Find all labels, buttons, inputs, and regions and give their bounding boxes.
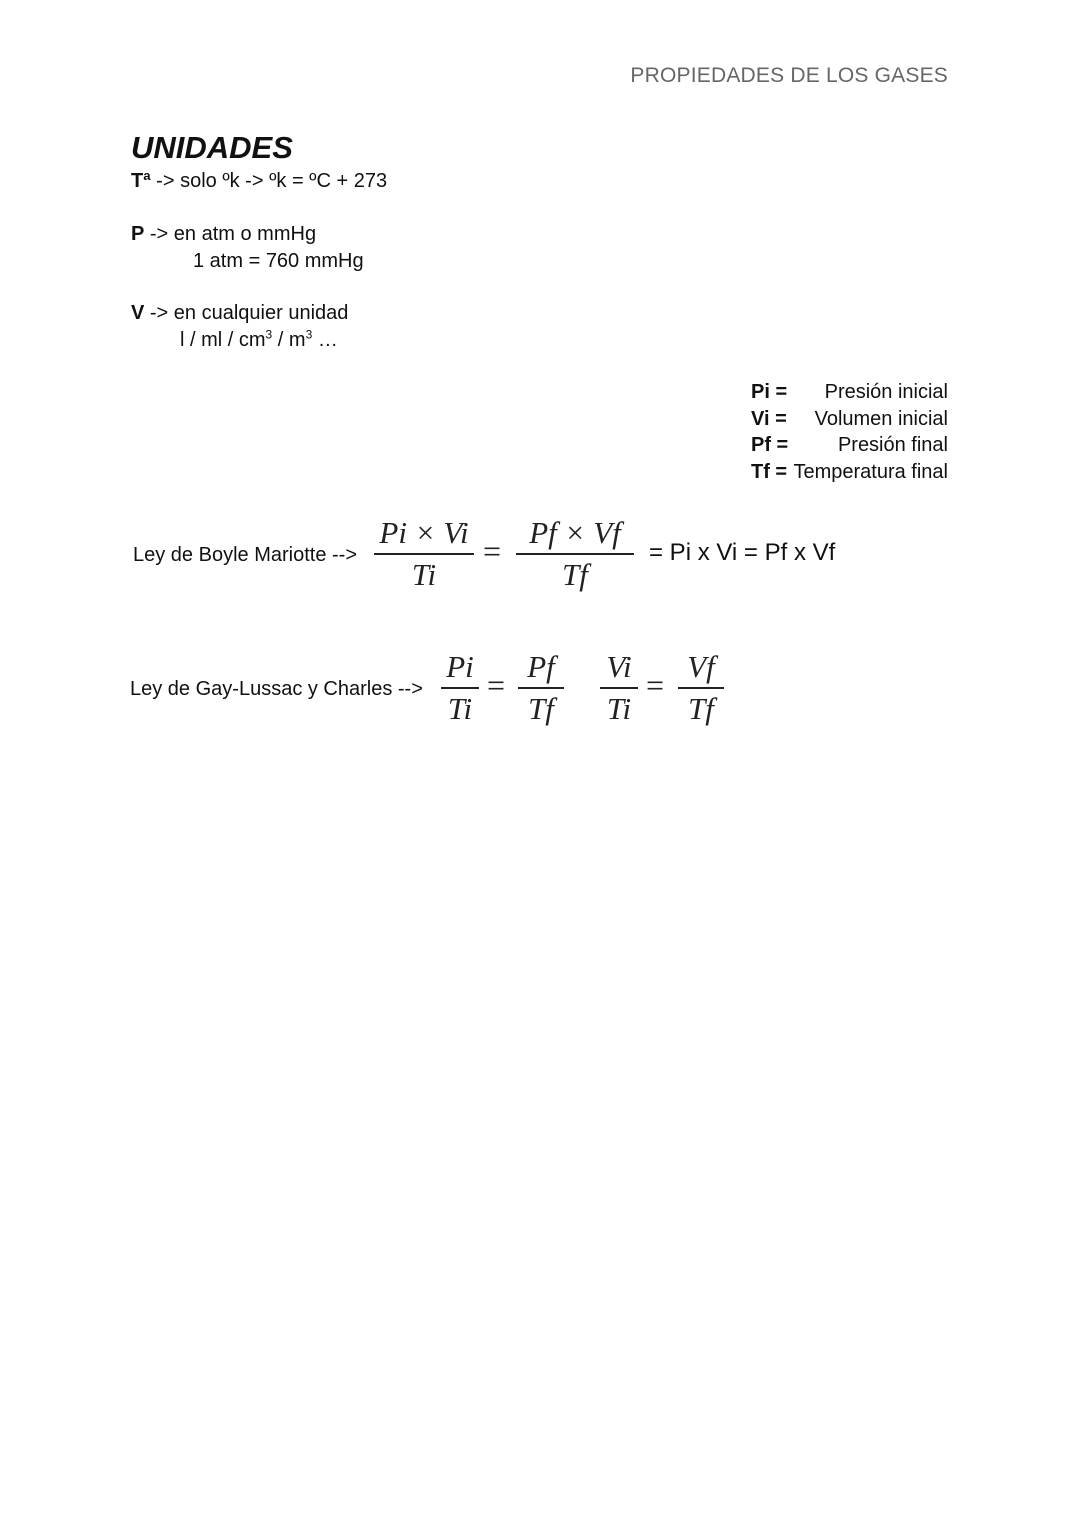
fraction-denominator: Ti [411, 557, 437, 592]
legend-key: Pf = [751, 434, 789, 456]
fraction-numerator: Vi [606, 649, 632, 684]
fraction-bar [441, 687, 479, 689]
fraction-denominator: Tf [688, 691, 714, 726]
fraction-numerator: Vf [687, 649, 715, 684]
fraction-denominator: Tf [528, 691, 554, 726]
volume-unit-b: / m [272, 329, 306, 351]
fraction-bar [518, 687, 564, 689]
boyle-law-label: Ley de Boyle Mariotte --> [133, 544, 357, 566]
legend-key: Tf = [751, 460, 788, 483]
pressure-text: -> en atm o mmHg [144, 223, 317, 245]
legend-value: Volumen inicial [814, 407, 948, 430]
pressure-conversion: 1 atm = 760 mmHg [193, 250, 364, 272]
gay-lussac-fraction-pf-tf [518, 648, 564, 728]
boyle-left-fraction [374, 514, 474, 594]
charles-fraction-vi-ti [600, 648, 638, 728]
units-volume-line [131, 302, 348, 325]
charles-fraction-vf-tf [678, 648, 724, 728]
legend-key: Vi = [751, 407, 787, 430]
legend-row [751, 432, 948, 459]
volume-symbol: V [131, 302, 145, 324]
pressure-symbol: P [131, 223, 145, 245]
fraction-denominator: Ti [606, 691, 632, 726]
fraction-numerator: Pf × Vf [529, 515, 621, 550]
fraction-bar [516, 553, 634, 555]
volume-sup-b: 3 [305, 327, 313, 342]
legend-value: Temperatura final [793, 460, 948, 483]
boyle-right-fraction [516, 514, 634, 594]
equals-sign: = [483, 533, 502, 569]
fraction-numerator: Pi × Vi [379, 515, 469, 550]
temperature-text: -> solo ºk -> ºk = ºC + 273 [150, 170, 388, 192]
variable-legend [751, 379, 948, 485]
boyle-simplified-equation: = Pi x Vi = Pf x Vf [649, 539, 836, 566]
page-header: PROPIEDADES DE LOS GASES [630, 64, 948, 87]
equals-sign: = [487, 667, 506, 703]
fraction-denominator: Ti [447, 691, 473, 726]
fraction-bar [600, 687, 638, 689]
units-pressure-line [131, 223, 316, 246]
legend-row [751, 459, 948, 486]
legend-row [751, 406, 948, 433]
temperature-symbol: Tª [131, 170, 151, 192]
legend-row [751, 379, 948, 406]
fraction-denominator: Tf [562, 557, 588, 592]
fraction-numerator: Pf [527, 649, 555, 684]
volume-units [180, 329, 338, 352]
units-temperature-line [131, 170, 387, 193]
section-heading-units: UNIDADES [131, 130, 293, 165]
gay-lussac-fraction-pi-ti [441, 648, 479, 728]
legend-value: Presión inicial [824, 381, 948, 403]
legend-key: Pi = [751, 381, 788, 403]
fraction-numerator: Pi [446, 649, 474, 684]
volume-text: -> en cualquier unidad [144, 302, 349, 324]
fraction-bar [678, 687, 724, 689]
legend-value: Presión final [837, 434, 948, 456]
fraction-bar [374, 553, 474, 555]
volume-unit-a: l / ml / cm [180, 329, 266, 351]
volume-sup-a: 3 [265, 327, 273, 342]
equals-sign: = [646, 667, 665, 703]
gay-lussac-law-label: Ley de Gay-Lussac y Charles --> [130, 678, 423, 700]
volume-unit-ellipsis: … [312, 329, 338, 351]
